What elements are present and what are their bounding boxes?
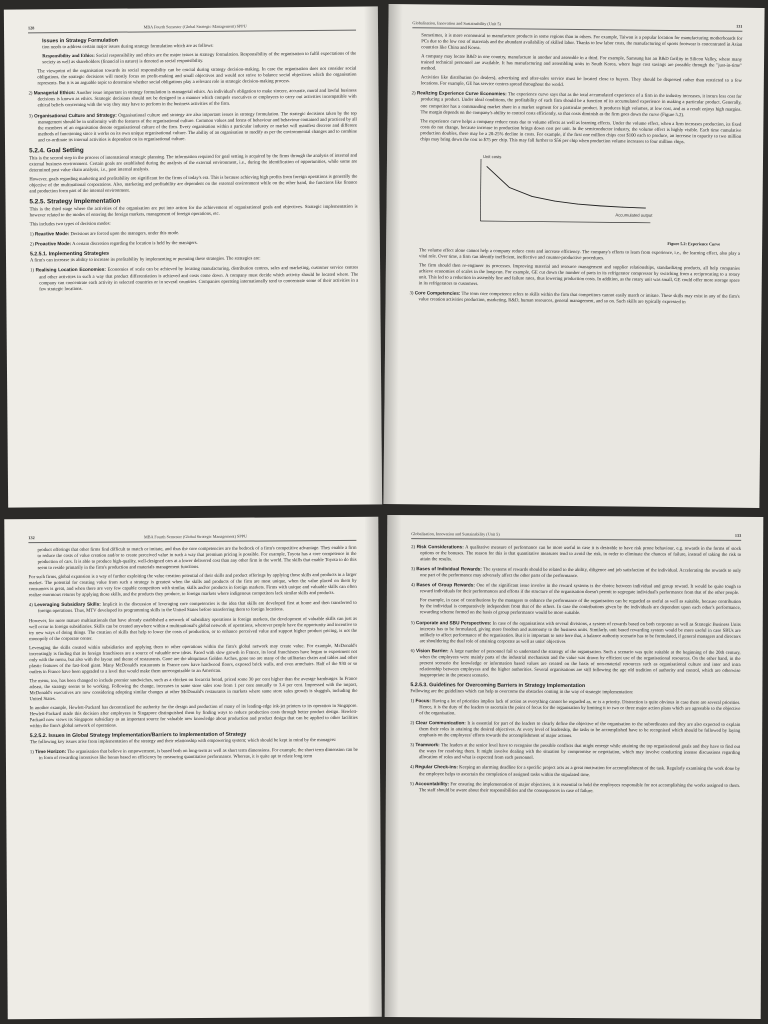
running-header bbox=[412, 20, 742, 32]
paragraph: The firm should then re-engineer its processes. Improving material and resource management and supplier relationships, standardizing products, all help companies achieve economies of scales in the long-run. For example, GE cut down the number of parts in its refrigerator compressor by switching from a reciprocating to a rotary unit. This led to a reduction in assembly line and failure rates, thus lowering production costs. In addition, as the rotary unit was small, GE could offer more storage space in its refrigerators to customers. bbox=[418, 263, 740, 288]
running-header bbox=[28, 533, 356, 543]
list-item bbox=[30, 747, 358, 762]
list-item bbox=[30, 239, 358, 249]
list-item bbox=[409, 290, 739, 307]
item-title: Responsibility and Ethics: bbox=[42, 53, 95, 60]
subsection-heading: 5.2.5.2. Issues in Global Strategy Implementation/Barriers to Implementation of Strategy bbox=[29, 731, 247, 740]
list-item bbox=[29, 600, 357, 615]
paragraph: This is the third stage where the activities of the organisation are put into action for the achievement of organisational goals and objectives. Strategic implementation is however related to the modes of entering the foreign markets, management of foreign operations, etc. bbox=[29, 204, 358, 219]
paragraph: However, goals regarding marketing and profitability are significant for the firms of today's era. This is because achieving high profits from foreign operations is generally the objective of the multinational corporations. Also, marketing and profitability are dependent on the external environment while on the other hand, the functions like finance and production form part of the internal environment. bbox=[29, 174, 358, 195]
item-title: Focus: bbox=[415, 698, 431, 704]
list-item bbox=[410, 742, 740, 763]
list-item bbox=[411, 582, 741, 597]
item-text: Economies of scale can be achieved by locating manufacturing, distribution centres, sales and marketing, customer service centres and other activities in such a way that product differentiation is achieved and costs come down. A company must decide which activity should be located where. The company can concentrate each activity in selected countries or in several countries. Companies operating internationally tend to concentrate some of their activities in a few strategic locations. bbox=[39, 266, 359, 292]
item-number: 1) bbox=[410, 699, 415, 705]
item-number: 6) bbox=[410, 648, 415, 654]
item-number: 4) bbox=[28, 603, 33, 609]
item-title: Organisational Culture and Strategy: bbox=[34, 112, 117, 118]
item-title: Clear Communication: bbox=[415, 720, 466, 726]
item-title: Bases of Group Rewards: bbox=[416, 582, 475, 588]
page-number: 128 bbox=[27, 25, 35, 31]
page-128 bbox=[4, 6, 382, 507]
item-title: Reactive Mode: bbox=[34, 231, 70, 237]
subsection-heading: 5.2.5.3. Guidelines for Overcoming Barriers in Strategy Implementation bbox=[410, 682, 586, 689]
item-text: Another issue important in strategy formulation is managerial ethics. An individual's obligation to make sincere, accurate, moral and lawful business decisions is known as ethics. Strategic decisions should not be designed in a manner which compels executives or employees to carry out activities incompatible with ethical beliefs concerning with the way they may have to perform in the business activities of the firm. bbox=[37, 88, 357, 109]
paragraph: The menu, too, has been changed to include premier sandwiches, such as a chicken on focaccia bread, priced some 30 per cent higher than the average hamburger. In France atleast, the strategy seems to be working. Following the change, increases in same store sales rose from 1 per cent annually to 3.4 per cent. Impressed with the impact, McDonald's executives are now considering adopting similar changes at other McDonald's restaurants in markets where same store sales growth is sluggish, including the United States. bbox=[29, 676, 358, 703]
list-item bbox=[411, 544, 741, 565]
item-text: Organisational culture and strategy are also important issues in strategy formulation. The strategic decisions taken by the top management should be in uniformity with the features of the organisational culture. Common values and forms of behaviour and behaviour contained and practiced by all the members of an organisation denote organisational culture of the firm. Every organisation within a particular industry or market will manifest discrete and different methods of functioning since it works on its own unique organisational culture. The ability of an organisation to modify as per the environmental changes and to combine and co-ordinate its internal activities is dependent on its organisational culture. bbox=[37, 111, 357, 144]
item-text: A large number of personnel fail to understand the strategy of the organisation. Such a scenario was quite suitable at the beginning of the 20th century, when the employees were mainly parts of the industrial mechanism and the value was drawn by efficient use of the organisational resources. On the other hand, in the present scenario the knowledge or information based values are created on the basis of non-material resources such as organisational culture and inter and intra relationship between employees and the higher authorities. Several organisations are still following the age old tradition of authority and control, which are otherwise inappropriate in the present scenario. bbox=[419, 649, 741, 679]
item-title: Risk Considerations: bbox=[416, 544, 464, 550]
list-item bbox=[410, 765, 740, 780]
page-133 bbox=[385, 515, 764, 1019]
item-text: Having a lot of priorities implies lack of action as everything cannot be regarded as, or is a priority. Distraction is quite obvious in case there are several priorities. Hence, it is the duty of the leaders to ascertain the point of focus for the organisation by limiting it to two or three major action plans which are agreeable to the objective of the organisation. bbox=[419, 699, 741, 717]
binding-shadow bbox=[383, 4, 402, 504]
subsection-heading: 5.2.5.1. Implementing Strategies bbox=[29, 251, 109, 258]
item-number: 2) bbox=[28, 91, 33, 97]
paragraph: Leveraging the skills created within subsidiaries and applying them to other operations within the firm's global network may create value. For example, McDonald's increasingly is finding that its foreign franchisees are a source of valuable new ideas. Faced with slow growth in France, its local franchisees have begun to experiment not only with the menu, but also with the layout and theme of restaurants. Gone are the ubiquitous Golden Arches, gone too are many of the utilitarian chairs and tables and other plastic features of the fast-food giant. Many McDonald's restaurants in France now have hardwood floors, exposed brick walls, and even armchairs. Half of the 930 or so outlets in France have been upgraded to a level that would make them unrecognizable to an American. bbox=[29, 643, 358, 676]
section-heading: 5.2.4. Goal Setting bbox=[29, 146, 84, 155]
page-number: 133 bbox=[734, 532, 742, 538]
list-item bbox=[30, 229, 358, 239]
list-item bbox=[410, 781, 740, 796]
item-text: For ensuring the implementation of major objectives, it is essential to hold the employees responsible for not accomplishing the works assigned to them. The staff should be aware about their responsibilities and the consequences in case of failure. bbox=[418, 781, 740, 794]
item-title: Realizing Experience Curve Economies: bbox=[416, 90, 507, 97]
paragraph: A firm's can increase its ability to increase its profitability by implementing or pursuing these strategies. The strategies are: bbox=[30, 256, 261, 264]
item-number: 2) bbox=[411, 91, 416, 97]
paragraph: For such firms, global expansion is a way of further exploiting the value creation potential of their skills and product offerings by applying those skills and products in a larger market. The potential for creating value from such a strategy is greatest when the skills and products of the firm are most unique, when the value placed on them by consumers is great, and when there are very few capable competitors with similar, skills and/or products in foreign markets. Firms with unique and valuable skills can often realize enormous returns by applying those skills, and the products they produce, to foreign markets where indigenous competitors lack similar skills and products. bbox=[28, 573, 357, 599]
y-axis-label: Unit costs bbox=[483, 153, 502, 160]
item-text: It is essential for part of the leaders to clearly define the objective of the organisation to the subordinates and they are also expected to explain them their roles in attaining the desired objectives. At every level of leadership, the tasks to be accomplished have to be recognised which should be followed by laying emphasis on the employees' efforts towards the accomplishment of major actions. bbox=[419, 721, 741, 740]
item-text: Keeping an alarming deadline for a specific project acts as a great motivation for accomplishment of the task. Regularly examining the work done by the employee helps to ascertain the completion of assigned tasks within the stipulated time. bbox=[418, 765, 741, 778]
binding-shadow bbox=[385, 515, 402, 1017]
experience-curve-line bbox=[487, 166, 646, 207]
list-item bbox=[29, 88, 357, 110]
list-item bbox=[411, 566, 741, 581]
figure-caption: Figure 5.2: Experience Curve bbox=[667, 240, 721, 247]
paragraph: This is the second step in the process of international strategic planning. The information required for goal setting is acquired by the firms through the analysis of internal and external business environment. Certain goals are established during the analysis of the external environment, i.e., during the identification of opportunities, while some are determined post value chain analysis, i.e., post internal analysis. bbox=[29, 153, 358, 174]
list-item bbox=[29, 110, 357, 144]
item-text: Social responsibility and ethics are the major issues in strategy formulation. Responsibility of the organisation to fulfil expectations of the society as well as shareholders (financial in nature) is denoted as social responsibility. bbox=[42, 51, 357, 66]
running-head: MBA Fourth Semester (Global Strategic Management) SPPU bbox=[143, 23, 247, 30]
page-number: 132 bbox=[28, 535, 35, 541]
experience-curve-chart bbox=[450, 151, 691, 234]
paragraph: In another example, Hewlett-Packard has decentralized the authority for the design and production of many of its leading-edge ink-jet printers to its operation in Singapore. Hewlett-Packard made this decision after employees in Singapore distinguished them by finding ways to reduce production costs through better product design. Hewlett-Packard now views its Singapore subsidiary as an important source for valuable new knowledge about production and product design that can be applied to other facilities within the firm's global network of operations. bbox=[29, 703, 358, 730]
item-number: 1) bbox=[29, 750, 34, 756]
item-text: One of the significant issue involve in the reward systems is the choice between individual and group reward. It would be quite tough to reward individuals for their performances and efforts if the structure of the organisation doesn't permit to segregate individual's performance from that of the other people. bbox=[419, 583, 741, 597]
x-axis bbox=[480, 221, 650, 223]
paragraph: The following key issues arise from implementation of the strategy and their relationship with empowering system; which should be kept in mind by the managers: bbox=[29, 738, 337, 746]
item-text: The term core competence refers to skills within the firm that competitors cannot easily match or imitate. These skills may exist in any of the firm's value creation activities production, marketing, R&D, human resources, general management, and so on. Such skills are typically expressed in bbox=[418, 291, 740, 306]
item-text: The experience curve says that as the total accumulated experience of a firm in the industry increases, it incurs less cost for producing a product. Under ideal conditions, the profitability of each firm should be a function of its accumulated experience in making a particular product. Generally, one competitor has a commanding market share in a market segment for a particular product. It produces high volumes, at low cost, and as a result enjoys high margins. The margin depends on the company's ability to control costs efficiently, so that costs diminish as the firm goes down the curve (Figure 5.2). bbox=[420, 92, 742, 118]
paragraph: This includes two types of decision modes: bbox=[29, 221, 111, 228]
item-text: A certain discretion regarding the location is held by the managers. bbox=[72, 241, 198, 248]
item-number: 4) bbox=[410, 583, 415, 589]
item-text: A qualitative measure of performance can be more useful in case it is desirable to have risk prone behaviour, e.g. rewards in the forms of stock options or the bonuses. The reason for this is that quantitative measures tend to avoid the risk, in order to eliminate the chances of failure, instead of taking the risk to attain the results. bbox=[420, 545, 742, 563]
item-number: 3) bbox=[411, 567, 415, 573]
running-head: MBA Fourth Semester (Global Strategic Management) SPPU bbox=[143, 533, 248, 540]
item-title: Realising Location Economies: bbox=[35, 267, 106, 273]
item-title: Managerial Ethics: bbox=[33, 90, 76, 96]
paragraph: tion needs to address certain major issues during strategy formulation which are as follows: bbox=[42, 43, 214, 51]
x-axis-label: Accumulated output bbox=[615, 212, 653, 218]
item-number: 5) bbox=[409, 781, 414, 787]
paragraph: The viewpoint of the organisation towards its social responsibility can be crucial during strategy decision-making. In case the organisation does not consider social obligations, the strategic decisions will mostly focus on profit-making and small objectives and would not strive to balance social objectives which the organisation represents. But it is an arguable topic to determine whether social obligations play a relevant role in strategic decision-making process. bbox=[37, 66, 357, 87]
list-item bbox=[411, 91, 741, 120]
item-text: The leaders at the senior level have to recognise the possible conflicts that might emerge while attaining the top organisational goals and they have to find out the ways for resolving them. It might involve dealing with the situation by compromise or negotiation, which may involve conducting intense discussions regarding allocation of roles and what is expected from each personnel. bbox=[419, 743, 741, 762]
item-number: 3) bbox=[410, 743, 415, 749]
page-132 bbox=[4, 517, 381, 1020]
item-title: Teamwork: bbox=[415, 742, 440, 748]
paragraph: However, for more mature multinationals that have already established a network of subsidiary operations in foreign markets, the development of valuable skills can just as well occur in foreign subsidiaries. Skills can be created anywhere within a multinational's global network of operations, wherever people have the opportunity and incentive to try new ways of doing things. The creation of skills that help to lower the costs of production, or to enhance perceived value and support higher product pricing, is not the monopoly of the corporate center. bbox=[28, 616, 358, 642]
item-number: 1) bbox=[29, 232, 34, 238]
paragraph: The volume effect alone cannot help a company reduce costs and increase efficiency. The company's efforts to learn from experience, i.e., the learning effect, also play a vital role. Over time, a firm can identify inefficient, ineffective and counter-productive procedures. bbox=[418, 248, 741, 262]
list-item bbox=[42, 52, 356, 67]
item-number: 4) bbox=[409, 765, 414, 771]
paragraph: A company may locate R&D in one country, manufacture in another and assemble in a third. For example, Samsung has an R&D facility in Silicon Valley, where many trained technical personnel are available. It has manufacturing and assembling units in South Korea, where huge cost savings are possible through the "just-in-time" method. bbox=[420, 54, 743, 72]
page-131 bbox=[383, 4, 764, 508]
list-item bbox=[410, 648, 740, 681]
list-item bbox=[410, 698, 740, 719]
item-title: Leveraging Subsidiary Skills: bbox=[34, 602, 101, 608]
paragraph: Following are the guidelines which can help to overcome the obstacles coming in the way of strategic implementation: bbox=[410, 689, 634, 696]
item-title: Corporate and SBU Perspectives: bbox=[415, 619, 492, 626]
page-number: 131 bbox=[736, 23, 743, 29]
y-axis bbox=[480, 159, 481, 221]
running-head: Globalisation, Innovation and Sustainability (Unit 5) bbox=[412, 20, 501, 27]
list-item bbox=[30, 265, 358, 293]
list-item bbox=[410, 720, 740, 741]
item-number: 2) bbox=[410, 721, 415, 727]
paragraph: Sometimes, it is more economical to manufacture products in some regions than in others. For example, Taiwan is a popular location for manufacturing motherboards for PCs due to the low cost of materials and the abundant availability of skilled labor. Thanks to low labor costs, the manufacturing of sports footwear is concentrated in Asian countries like China and Korea. bbox=[421, 33, 743, 52]
item-text: Decisions are forced upon the managers, under this mode. bbox=[70, 231, 180, 238]
running-head: Globalisation, Innovation and Sustainability (Unit 5) bbox=[411, 531, 500, 537]
item-text: The systems of rewards should be related to the ability, diligence and job satisfaction of the individual. Accelerating the rewards to only one part of the performance may adversely affect the other parts of the performance. bbox=[419, 567, 742, 580]
item-title: Regular Check-ins: bbox=[415, 764, 458, 770]
item-text: The organisation that believe in empowerment, is based both on long-term as well as short term dimensions. For example, the short term dimension can be in form of rewarding incentives like bonus based on efficiency by measuring quantitative performance. Whereas, it is quite apt to relate long term bbox=[38, 748, 358, 762]
item-title: Core Competencies: bbox=[414, 290, 461, 296]
item-number: 3) bbox=[28, 113, 33, 119]
paragraph: Activities like distribution (to dealers), advertising and after-sales service must be located close to buyers. They should be dispersed rather than restricted to a few locations. For example, GE has service centres spread throughout the world. bbox=[420, 75, 742, 89]
running-header bbox=[411, 531, 741, 541]
section-heading: 5.2.5. Strategy Implementation bbox=[29, 197, 121, 206]
item-title: Time Horizon: bbox=[34, 749, 67, 755]
list-item bbox=[411, 620, 741, 647]
item-title: Accountability: bbox=[415, 780, 450, 786]
paragraph: The experience curve helps a company reduce costs due to volume effects as well as learning effects. Under the volume effect, when a firm increases production, its fixed costs do not change, because increase in production brings down cost per unit. In the semiconductor industry, the volume effect is highly visible. Each time cumulative production doubles, there may be a 20-25% decline in costs. For example, if the first one million chips cost $100 each to produce, an increase in capacity to two million chips may bring down the cost to $75 per chip. This may fall further to $56 per chip when production volume increases to four million chips. bbox=[420, 118, 742, 145]
item-number: 1) bbox=[30, 268, 35, 274]
item-text: In case of the organisations with several divisions, a system of rewards based on both corporate as well as Strategic Business Units interests has to be formulated, giving more freedom and autonomy to the business units. Similarly, unit based rewarding system would be more useful in case SBUs are unlikely to affect performance of the organisation. But it is important to note here that, a balance authority scenario has to be formulated, if general managers and directors are shouldering the dual role of attaining corporate as well as units' objectives bbox=[419, 621, 741, 645]
item-title: Vision Barrier: bbox=[416, 647, 449, 654]
item-number: 2) bbox=[411, 545, 416, 551]
running-header bbox=[28, 23, 356, 34]
item-text: Implicit in the discussion of leveraging core competencies is the idea that skills are developed first at home and then transferred to foreign operations. Thus, MTV developed its programming skills in the United States before transferring them to foreign locations. bbox=[37, 601, 357, 615]
item-number: 2) bbox=[29, 242, 34, 248]
item-title: Proactive Mode: bbox=[34, 241, 72, 247]
item-number: 5) bbox=[410, 620, 415, 626]
item-title: Bases of Individual Rewards: bbox=[416, 566, 482, 572]
item-number: 3) bbox=[409, 291, 414, 297]
paragraph: For example, in case of contributions by the managers to enhance the performance of the organisation can be regarded as useful as well as suitable, because contribution by the individual is comparatively independent from that of the others. In case the contributions given by the individuals are dependent upon each other's performance, rewarding scheme formed on the basis of group performance would be more suitable. bbox=[419, 598, 741, 617]
binding-shadow bbox=[364, 517, 381, 1017]
binding-shadow bbox=[364, 6, 382, 504]
paragraph: product offerings that other firms find difficult to match or imitate, and thus the core competencies are the bedrock of a firm's competitive advantage. They enable a firm to reduce the costs of value creation and/or to create perceived value in such a way that premium pricing is possible. For example, Toyota has a core competence in the production of cars. It is able to produce high-quality, well-designed cars at a lower delivered cost than any other firm in the world. The skills that enable Toyota to do this seem to reside primarily in the firm's production and materials management functions. bbox=[37, 545, 357, 572]
section-heading: Issues in Strategy Formulation bbox=[42, 37, 118, 45]
